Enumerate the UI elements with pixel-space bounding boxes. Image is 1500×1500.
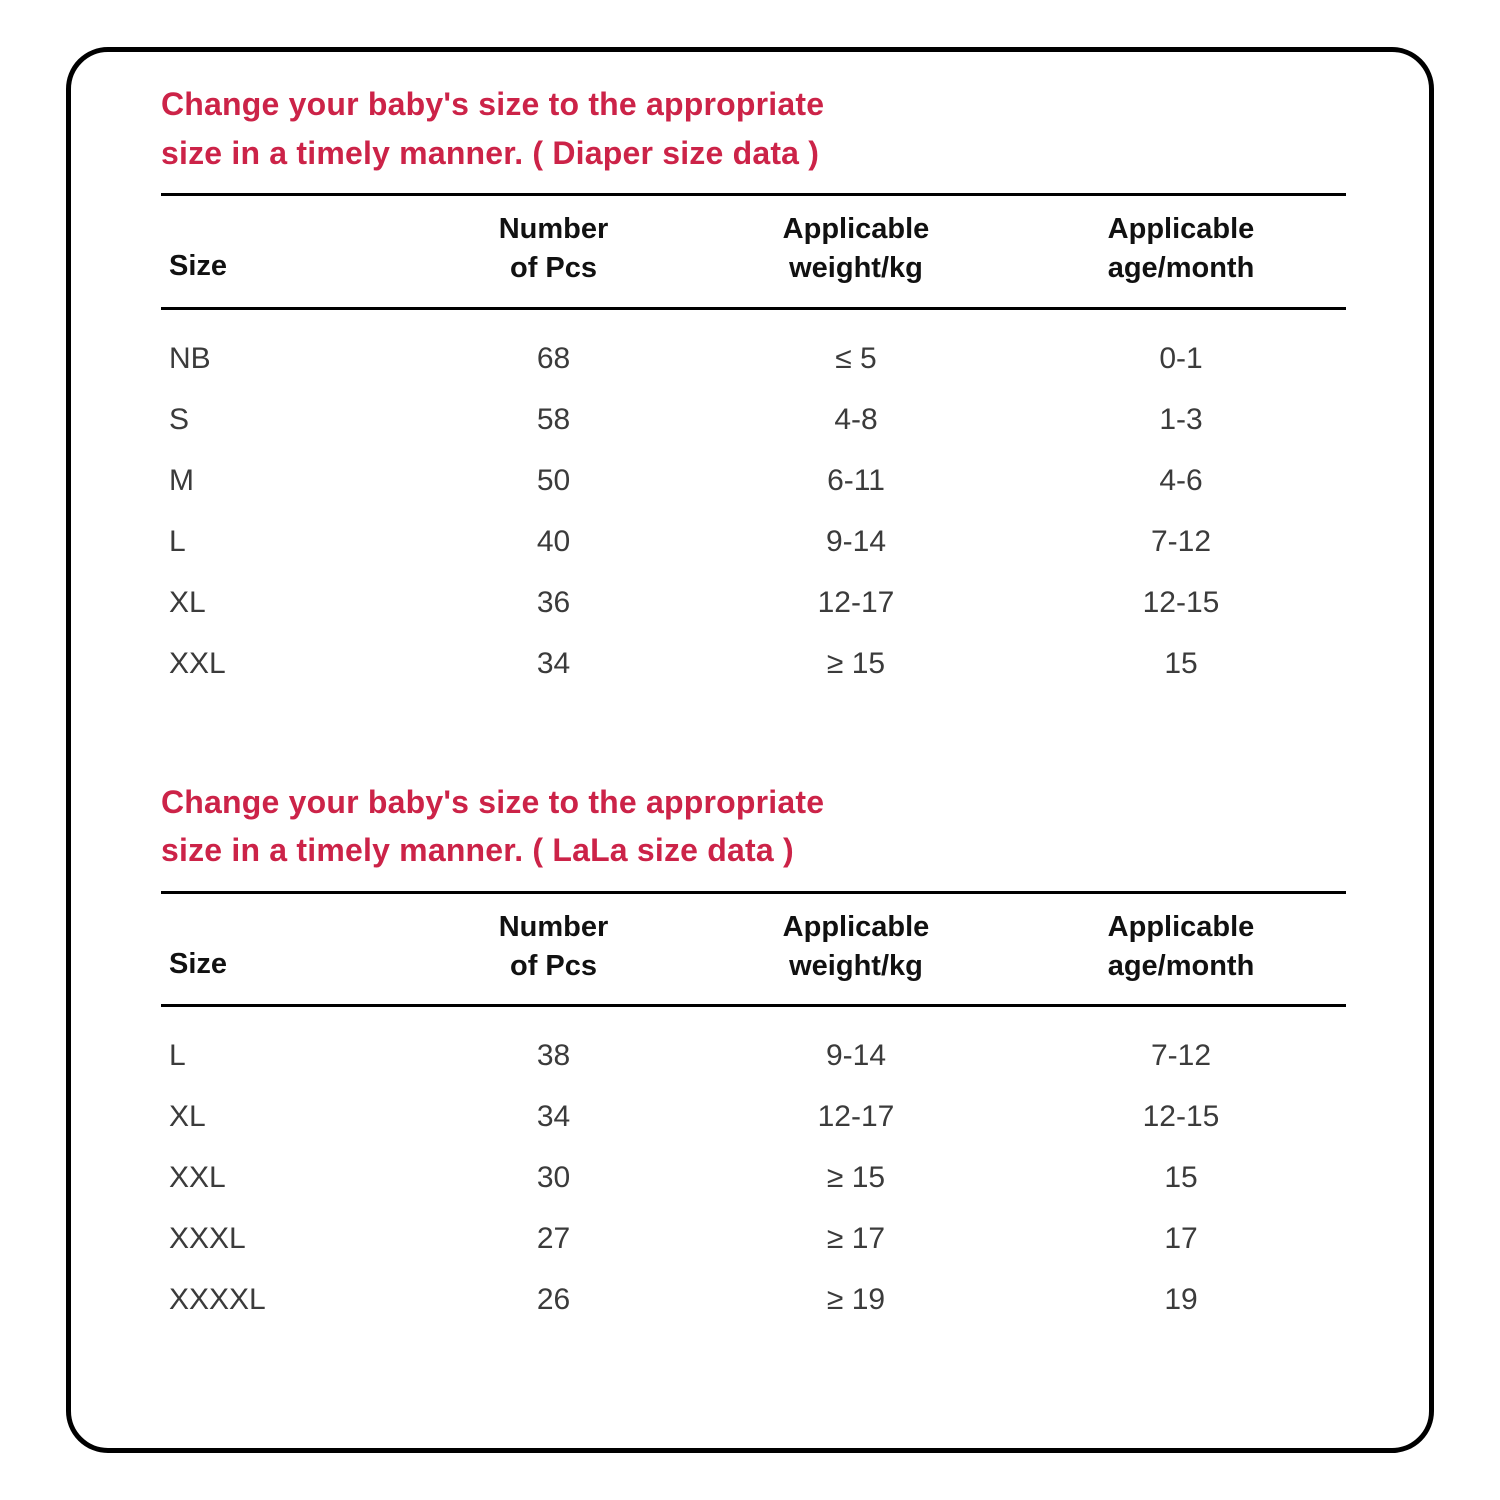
cell-age: 15 xyxy=(1164,1161,1198,1195)
table-row xyxy=(161,1006,1346,1087)
column-header-weight xyxy=(696,892,1016,1005)
cell-size: XXXXL xyxy=(169,1283,266,1317)
column-header-pcs-line1: Number xyxy=(498,213,609,246)
cell-size: XL xyxy=(169,1100,206,1134)
section-title-lala-line2: size in a timely manner. ( LaLa size data ) xyxy=(161,832,794,869)
cell-age: 0-1 xyxy=(1159,341,1203,375)
column-header-weight xyxy=(696,195,1016,308)
column-header-weight-line1: Applicable xyxy=(782,213,930,246)
cell-size: M xyxy=(169,463,194,497)
table-row xyxy=(161,1086,1346,1147)
cell-age: 12-15 xyxy=(1142,1100,1220,1134)
cell-size: XL xyxy=(169,585,206,619)
cell-pcs: 34 xyxy=(536,1100,571,1134)
lala-table-header xyxy=(161,892,1346,1005)
cell-weight: ≤ 5 xyxy=(835,341,877,375)
section-title-diaper-line1: Change your baby's size to the appropriate xyxy=(161,86,825,122)
column-header-age xyxy=(1016,892,1346,1005)
cell-weight: 12-17 xyxy=(817,1100,895,1134)
column-header-weight-line1: Applicable xyxy=(782,910,930,943)
column-header-size xyxy=(161,195,411,308)
cell-pcs: 30 xyxy=(536,1161,571,1195)
cell-pcs: 50 xyxy=(536,463,571,497)
table-row xyxy=(161,1208,1346,1269)
cell-pcs: 36 xyxy=(536,585,571,619)
table-row xyxy=(161,572,1346,633)
cell-pcs: 27 xyxy=(536,1222,571,1256)
section-lala-size xyxy=(161,778,1351,1331)
table-header-row xyxy=(161,195,1346,308)
cell-age: 7-12 xyxy=(1150,524,1212,558)
column-header-pcs xyxy=(411,892,696,1005)
column-header-pcs-line1: Number xyxy=(498,910,609,943)
table-header-row xyxy=(161,892,1346,1005)
column-header-size-line1: Size xyxy=(169,250,228,283)
cell-pcs: 58 xyxy=(536,402,571,436)
cell-weight: 4-8 xyxy=(834,402,878,436)
column-header-size-line1: Size xyxy=(169,947,228,980)
table-row xyxy=(161,1269,1346,1330)
column-header-age-line2: age/month xyxy=(1107,252,1255,285)
cell-age: 7-12 xyxy=(1150,1039,1212,1073)
cell-weight: ≥ 17 xyxy=(826,1222,886,1256)
column-header-age-line1: Applicable xyxy=(1107,910,1255,943)
cell-size: XXL xyxy=(169,1161,226,1195)
table-row xyxy=(161,389,1346,450)
section-title-lala-line1: Change your baby's size to the appropriate xyxy=(161,783,825,820)
lala-table-body xyxy=(161,1006,1346,1331)
table-row xyxy=(161,450,1346,511)
diaper-table-header xyxy=(161,195,1346,308)
section-title-diaper-line2: size in a timely manner. ( Diaper size data ) xyxy=(161,134,820,171)
cell-weight: ≥ 15 xyxy=(826,1161,886,1195)
size-chart-card xyxy=(66,47,1434,1453)
cell-age: 19 xyxy=(1164,1283,1198,1317)
section-title-diaper xyxy=(161,80,1351,177)
table-row xyxy=(161,308,1346,389)
column-header-pcs xyxy=(411,195,696,308)
cell-pcs: 40 xyxy=(536,524,571,558)
cell-size: L xyxy=(169,524,186,558)
table-row xyxy=(161,1147,1346,1208)
cell-weight: 6-11 xyxy=(827,463,885,497)
cell-weight: ≥ 15 xyxy=(826,646,886,680)
column-header-age xyxy=(1016,195,1346,308)
cell-weight: 9-14 xyxy=(825,1039,887,1073)
table-row xyxy=(161,511,1346,572)
section-title-lala xyxy=(161,778,1351,875)
cell-weight: 12-17 xyxy=(817,585,895,619)
column-header-age-line2: age/month xyxy=(1107,949,1255,982)
cell-age: 12-15 xyxy=(1142,585,1220,619)
diaper-table-body xyxy=(161,308,1346,694)
card-content xyxy=(161,80,1351,1330)
cell-pcs: 34 xyxy=(536,646,571,680)
cell-size: XXL xyxy=(169,646,226,680)
column-header-pcs-line2: of Pcs xyxy=(509,949,598,982)
cell-pcs: 26 xyxy=(536,1283,571,1317)
column-header-weight-line2: weight/kg xyxy=(789,949,923,982)
lala-size-table xyxy=(161,891,1346,1330)
column-header-weight-line2: weight/kg xyxy=(789,252,923,285)
cell-weight: 9-14 xyxy=(825,524,887,558)
cell-size: XXXL xyxy=(169,1222,246,1256)
cell-pcs: 68 xyxy=(536,341,571,375)
cell-age: 4-6 xyxy=(1159,463,1203,497)
cell-size: S xyxy=(169,402,190,436)
cell-weight: ≥ 19 xyxy=(826,1283,886,1317)
cell-age: 17 xyxy=(1164,1222,1198,1256)
table-row xyxy=(161,633,1346,694)
cell-age: 15 xyxy=(1164,646,1198,680)
cell-age: 1-3 xyxy=(1159,402,1203,436)
column-header-size xyxy=(161,892,411,1005)
diaper-size-table xyxy=(161,193,1346,693)
section-diaper-size xyxy=(161,80,1351,694)
cell-size: L xyxy=(169,1039,186,1073)
cell-pcs: 38 xyxy=(536,1039,571,1073)
section-spacer xyxy=(161,694,1351,778)
column-header-pcs-line2: of Pcs xyxy=(509,252,598,285)
cell-size: NB xyxy=(169,341,211,375)
column-header-age-line1: Applicable xyxy=(1107,213,1255,246)
